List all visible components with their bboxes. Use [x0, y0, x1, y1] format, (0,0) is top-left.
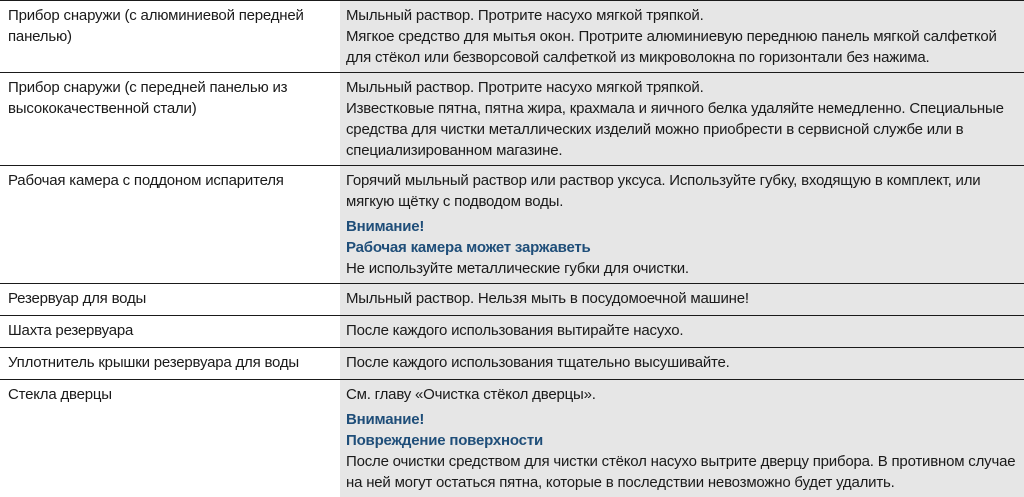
instruction-text: Мыльный раствор. Нельзя мыть в посудомоечной машине!	[346, 290, 749, 307]
instruction-text: Мыльный раствор. Протрите насухо мягкой тряпкой.	[346, 7, 704, 24]
warning-text: После очистки средством для чистки стёкол насухо вытрите дверцу прибора. В противном случае на ней могут остаться пятна, которые в последствии невозможно будет удалить.	[346, 453, 1016, 491]
table-row	[0, 283, 1024, 315]
table-row	[0, 347, 1024, 379]
surface-name: Шахта резервуара	[8, 322, 134, 339]
table-row	[0, 72, 1024, 165]
instruction-text: Горячий мыльный раствор или раствор уксуса. Используйте губку, входящую в комплект, или мягкую щётку с подводом воды.	[346, 172, 981, 210]
warning-subtitle: Повреждение поверхности	[346, 432, 543, 449]
cleaning-instructions	[340, 73, 1024, 165]
cleaning-instructions	[340, 284, 1024, 315]
instruction-text: Известковые пятна, пятна жира, крахмала и яичного белка удаляйте немедленно. Специальные средства для чистки металлических изделий можно приобрести в сервисной службе или в специализированном магазине.	[346, 100, 1004, 159]
surface-name: Уплотнитель крышки резервуара для воды	[8, 354, 300, 371]
surface-name: Стекла дверцы	[8, 386, 112, 403]
instruction-text: После каждого использования тщательно высушивайте.	[346, 354, 730, 371]
warning-subtitle: Рабочая камера может заржаветь	[346, 239, 591, 256]
instruction-text: Мягкое средство для мытья окон. Протрите алюминиевую переднюю панель мягкой салфеткой для стёкол или безворсовой салфеткой из микроволокна по горизонтали без нажима.	[346, 28, 997, 66]
surface-name: Прибор снаружи (с алюминиевой передней панелью)	[8, 7, 304, 45]
instruction-text: См. главу «Очистка стёкол дверцы».	[346, 386, 596, 403]
cleaning-instructions	[340, 316, 1024, 347]
table-row	[0, 315, 1024, 347]
cleaning-instructions	[340, 1, 1024, 72]
cleaning-instructions	[340, 348, 1024, 379]
warning-title: Внимание!	[346, 411, 425, 428]
surface-name: Резервуар для воды	[8, 290, 147, 307]
instruction-text: Мыльный раствор. Протрите насухо мягкой тряпкой.	[346, 79, 704, 96]
surface-name: Рабочая камера с поддоном испарителя	[8, 172, 284, 189]
instruction-text: После каждого использования вытирайте насухо.	[346, 322, 684, 339]
cleaning-instructions	[340, 166, 1024, 283]
cleaning-instructions	[340, 380, 1024, 497]
table-row	[0, 379, 1024, 497]
table-row	[0, 165, 1024, 283]
warning-text: Не используйте металлические губки для очистки.	[346, 260, 689, 277]
surface-name: Прибор снаружи (с передней панелью из высококачественной стали)	[8, 79, 288, 117]
warning-title: Внимание!	[346, 218, 425, 235]
table-row	[0, 0, 1024, 72]
